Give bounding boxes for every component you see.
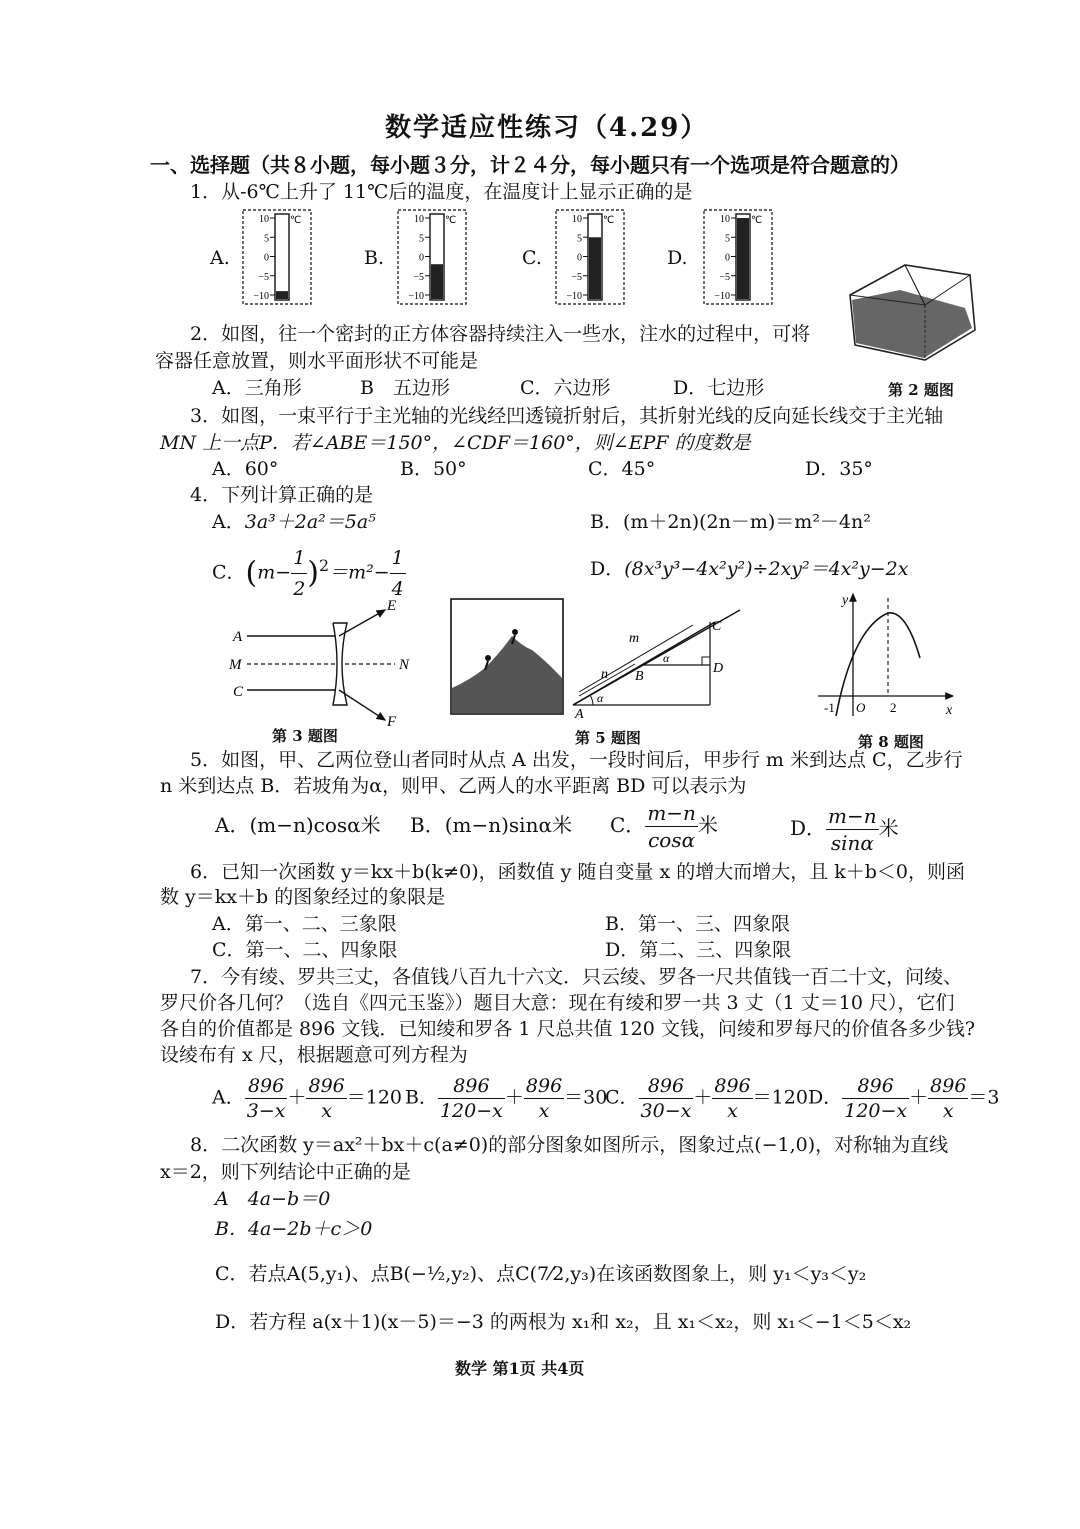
q5-d-den: sinα	[830, 831, 874, 855]
q7-c-num1: 896	[639, 1074, 694, 1099]
q6-option-a[interactable]: A．第一、二、三象限	[212, 913, 397, 935]
q1-stem: 1．从-6℃上升了 11℃后的温度，在温度计上显示正确的是	[190, 181, 693, 203]
q1-mercury-d	[737, 218, 749, 299]
q6-stem-cont: 数 y＝kx＋b 的图象经过的象限是	[160, 886, 446, 908]
q1-thermometer-d	[703, 209, 773, 305]
q3-label-n: N	[399, 657, 410, 673]
q7-c-den2: x	[727, 1100, 738, 1122]
q4-c-square: 2	[319, 556, 330, 576]
q4-a-label: A．	[212, 511, 245, 533]
q5-caption: 第 5 题图	[575, 729, 641, 747]
q7-d-den2: x	[942, 1100, 954, 1122]
q1-option-b[interactable]: B.	[364, 247, 385, 269]
q1-tick-label: −10	[566, 291, 582, 302]
q5-c-unit: 米	[697, 813, 718, 837]
q2-stem: 2．如图，往一个密封的正方体容器持续注入一些水，注水的过程中，可将	[190, 323, 811, 345]
q4-option-c[interactable]: C．(m− $\frac{1}{2}$ )$^2$＝m²− $\frac{1}{4}$	[212, 543, 406, 604]
q1-thermometer-a	[242, 209, 312, 305]
q3-label-c: C	[233, 684, 244, 700]
q7-c-result: ＝120	[752, 1086, 808, 1109]
q2-option-c[interactable]: C．六边形	[520, 377, 611, 399]
q5-label-b: B	[635, 669, 644, 684]
q1-unit-label: ℃	[445, 215, 457, 226]
q8-label-y: y	[842, 593, 849, 608]
q1-unit-label: ℃	[603, 215, 615, 226]
q1-mercury-a	[276, 291, 288, 299]
q4-c-lhs: m−	[257, 561, 292, 584]
q4-option-a[interactable]	[212, 510, 376, 534]
q5-stem: 5．如图，甲、乙两位登山者同时从点 A 出发，一段时间后，甲步行 m 米到达点 C，乙步行	[190, 749, 963, 771]
q7-a-plus: ＋	[287, 1086, 307, 1109]
q1-tick-label: −5	[719, 271, 730, 283]
q2-stem-cont: 容器任意放置，则水平面形状不可能是	[155, 350, 479, 372]
q7-b-plus: ＋	[504, 1086, 524, 1109]
q1-unit-label: ℃	[290, 215, 302, 226]
q2-option-d[interactable]: D．七边形	[673, 377, 765, 399]
q1-tick-label: 0	[264, 252, 269, 264]
q7-c-plus: ＋	[693, 1086, 713, 1109]
q7-d-label: D．	[808, 1086, 843, 1109]
q1-tick-label: 5	[419, 233, 424, 245]
q5-c-den: cosα	[648, 828, 696, 852]
q8-caption: 第 8 题图	[858, 733, 924, 751]
q6-stem: 6．已知一次函数 y＝kx＋b(k≠0)，函数值 y 随自变量 x 的增大而增大，且 k＋b＜0，则函	[190, 861, 966, 883]
q4-c-num: 1	[291, 543, 307, 574]
q8-label-neg1: -1	[824, 700, 835, 715]
q5-d-unit: 米	[878, 816, 899, 840]
q3-label-e: E	[387, 598, 397, 614]
q8-label-2: 2	[890, 700, 897, 715]
q8-label-o: O	[856, 700, 866, 715]
q7-option-b[interactable]	[405, 1074, 607, 1123]
page-footer: 数学 第1页 共4页	[455, 1359, 585, 1378]
q4-c-num2: 1	[390, 543, 406, 574]
q8-stem-cont: x＝2，则下列结论中正确的是	[160, 1161, 411, 1183]
q1-tick-label: −10	[714, 291, 730, 302]
q5-label-a: A	[575, 707, 584, 720]
q3-stem: 3．如图，一束平行于主光轴的光线经凹透镜折射后，其折射光线的反向延长线交于主光轴	[190, 405, 944, 427]
page-title: 数学适应性练习（4.29）	[385, 113, 709, 143]
q4-c-den2: 4	[391, 578, 404, 600]
q7-a-result: ＝120	[346, 1086, 403, 1109]
q5-label-m: m	[629, 631, 640, 646]
q8-option-b[interactable]: B．4a−2b＋c＞0	[215, 1218, 373, 1240]
q8-stem: 8．二次函数 y＝ax²＋bx＋c(a≠0)的部分图象如图所示，图象过点(−1,0)，对称轴为直线	[190, 1134, 949, 1156]
q1-mercury-b	[431, 264, 443, 299]
q4-d-expr: (8x³y³−4x²y²)÷2xy²＝4x²y−2x	[624, 558, 909, 580]
q1-tick-label: 0	[725, 252, 730, 264]
q7-stem: 7．今有绫、罗共三丈，各值钱八百九十六文．只云绫、罗各一尺共值钱一百二十文，问绫、	[190, 966, 963, 988]
q3-option-a[interactable]: A．60°	[212, 458, 279, 480]
q7-option-a[interactable]	[212, 1074, 402, 1123]
q4-d-label: D．	[590, 558, 625, 580]
q3-lens-figure	[225, 598, 420, 728]
q7-stem-2: 罗尺价各几何？（选自《四元玉鉴》）题目大意：现在有绫和罗一共 3 丈（1 丈＝10 尺），它们	[160, 992, 955, 1014]
q1-tick-label: 5	[264, 233, 269, 245]
q5-c-label: C．	[610, 813, 646, 837]
q8-option-d[interactable]: D．若方程 a(x＋1)(x－5)＝−3 的两根为 x₁和 x₂，且 x₁＜x₂，则 x₁＜−1＜5＜x₂	[215, 1311, 912, 1333]
q2-cube-figure	[840, 250, 985, 370]
q1-tick-label: 5	[725, 233, 730, 245]
q1-tick-label: −5	[258, 271, 269, 283]
q5-option-c[interactable]	[610, 800, 718, 853]
q4-c-den: 2	[293, 578, 306, 600]
q2-option-a[interactable]: A．三角形	[212, 377, 302, 399]
q3-option-c[interactable]: C．45°	[588, 458, 656, 480]
q7-d-num2: 896	[930, 1075, 967, 1097]
q8-option-c[interactable]: C．若点A(5,y₁)、点B(−½,y₂)、点C(7⁄2,y₃)在该函数图象上，则 y₁＜y₃＜y₂	[215, 1263, 867, 1285]
q1-tick-label: −5	[413, 271, 424, 283]
q3-caption: 第 3 题图	[272, 727, 338, 745]
q5-mountain-picture	[450, 598, 565, 716]
q7-b-label: B．	[405, 1086, 438, 1109]
q7-a-den1: 3−x	[246, 1100, 286, 1122]
q1-tick-label: 10	[572, 214, 582, 225]
q5-label-n: n	[601, 667, 608, 682]
q7-b-num2: 896	[525, 1075, 563, 1097]
q5-c-num: m−n	[647, 801, 696, 825]
q4-stem: 4．下列计算正确的是	[190, 484, 374, 506]
q5-d-num: m−n	[828, 804, 877, 828]
q7-a-label: A．	[212, 1086, 245, 1109]
q7-d-result: ＝3	[968, 1086, 1000, 1109]
q6-option-d[interactable]: D．第二、三、四象限	[605, 939, 792, 961]
q1-unit-label: ℃	[751, 215, 763, 226]
q7-d-den1: 120−x	[844, 1100, 908, 1122]
q5-option-b[interactable]: B．(m−n)sinα米	[410, 813, 572, 837]
q2-caption: 第 2 题图	[888, 381, 954, 399]
q7-option-d[interactable]	[808, 1074, 1000, 1123]
q3-option-d[interactable]: D．35°	[805, 458, 873, 480]
q4-option-b[interactable]	[590, 510, 871, 534]
q7-c-den1: 30−x	[640, 1100, 692, 1122]
q4-c-label: C．	[212, 561, 246, 584]
q1-tick-label: 0	[419, 252, 424, 264]
q7-a-den2: x	[321, 1100, 332, 1122]
q4-option-d[interactable]	[590, 557, 908, 581]
q5-label-alpha2: α	[663, 651, 670, 665]
q3-label-f: F	[387, 714, 397, 728]
q5-stem-cont: n 米到达点 B．若坡角为α，则甲、乙两人的水平距离 BD 可以表示为	[160, 775, 747, 797]
q7-a-num1: 896	[245, 1074, 288, 1099]
q1-tick-label: −10	[253, 291, 269, 302]
q1-tick-label: 10	[720, 214, 730, 225]
q1-option-c[interactable]: C.	[522, 247, 542, 269]
q8-parabola-figure	[808, 588, 958, 720]
q1-thermometer-c	[555, 209, 625, 305]
q4-c-rhs: ＝m²−	[329, 561, 390, 584]
q3-stem-cont: MN 上一点P．若∠ABE＝150°，∠CDF＝160°，则∠EPF 的度数是	[160, 432, 751, 454]
q5-label-alpha: α	[597, 691, 604, 705]
q7-option-c[interactable]	[605, 1074, 808, 1123]
q1-mercury-c	[589, 237, 601, 299]
q1-tick-label: −10	[408, 291, 424, 302]
q5-label-d: D	[713, 661, 724, 676]
q5-option-a[interactable]: A．(m−n)cosα米	[215, 813, 381, 837]
q7-b-result: ＝30	[564, 1086, 608, 1109]
q1-tick-label: 5	[577, 233, 582, 245]
q3-label-m: M	[229, 657, 242, 673]
q7-b-num1: 896	[438, 1074, 505, 1099]
q4-b-expr: (m＋2n)(2n－m)＝m²－4n²	[622, 511, 871, 533]
q6-option-b[interactable]: B．第一、三、四象限	[605, 913, 790, 935]
q8-label-x: x	[946, 703, 953, 718]
q7-d-plus: ＋	[909, 1086, 929, 1109]
q1-option-a[interactable]: A.	[210, 247, 230, 269]
q6-option-c[interactable]: C．第一、二、四象限	[212, 939, 398, 961]
q1-option-d[interactable]: D.	[667, 247, 688, 269]
section-heading: 一、选择题（共８小题，每小题３分，计２４分，每小题只有一个选项是符合题意的）	[150, 153, 910, 177]
q1-tick-label: −5	[571, 271, 582, 283]
q7-stem-4: 设绫布有 x 尺，根据题意可列方程为	[160, 1044, 468, 1066]
q8-option-a[interactable]: A 4a−b＝0	[215, 1188, 331, 1210]
q5-label-c: C	[712, 619, 722, 634]
q7-stem-3: 各自的价值都是 896 文钱．已知绫和罗各 1 尺总共值 120 文钱，问绫和罗每尺的价值各多少钱?	[160, 1018, 976, 1040]
q7-d-num1: 896	[842, 1074, 909, 1099]
q4-a-expr: 3a³＋2a²＝5a⁵	[244, 511, 376, 533]
q7-b-den2: x	[538, 1100, 550, 1122]
q3-option-b[interactable]: B．50°	[400, 458, 467, 480]
q7-c-label: C．	[605, 1086, 639, 1109]
q5-d-label: D．	[790, 816, 827, 840]
q1-thermometer-b	[397, 209, 467, 305]
q5-slope-figure	[565, 600, 745, 720]
q1-tick-label: 0	[577, 252, 582, 264]
q1-tick-label: 10	[259, 214, 269, 225]
q7-c-num2: 896	[714, 1075, 751, 1097]
q2-option-b[interactable]: B 五边形	[360, 377, 450, 399]
q3-label-a: A	[233, 629, 243, 645]
q5-option-d[interactable]	[790, 803, 899, 856]
q4-b-label: B．	[590, 511, 623, 533]
q7-a-num2: 896	[308, 1075, 345, 1097]
q1-tick-label: 10	[414, 214, 424, 225]
q7-b-den1: 120−x	[439, 1100, 503, 1122]
